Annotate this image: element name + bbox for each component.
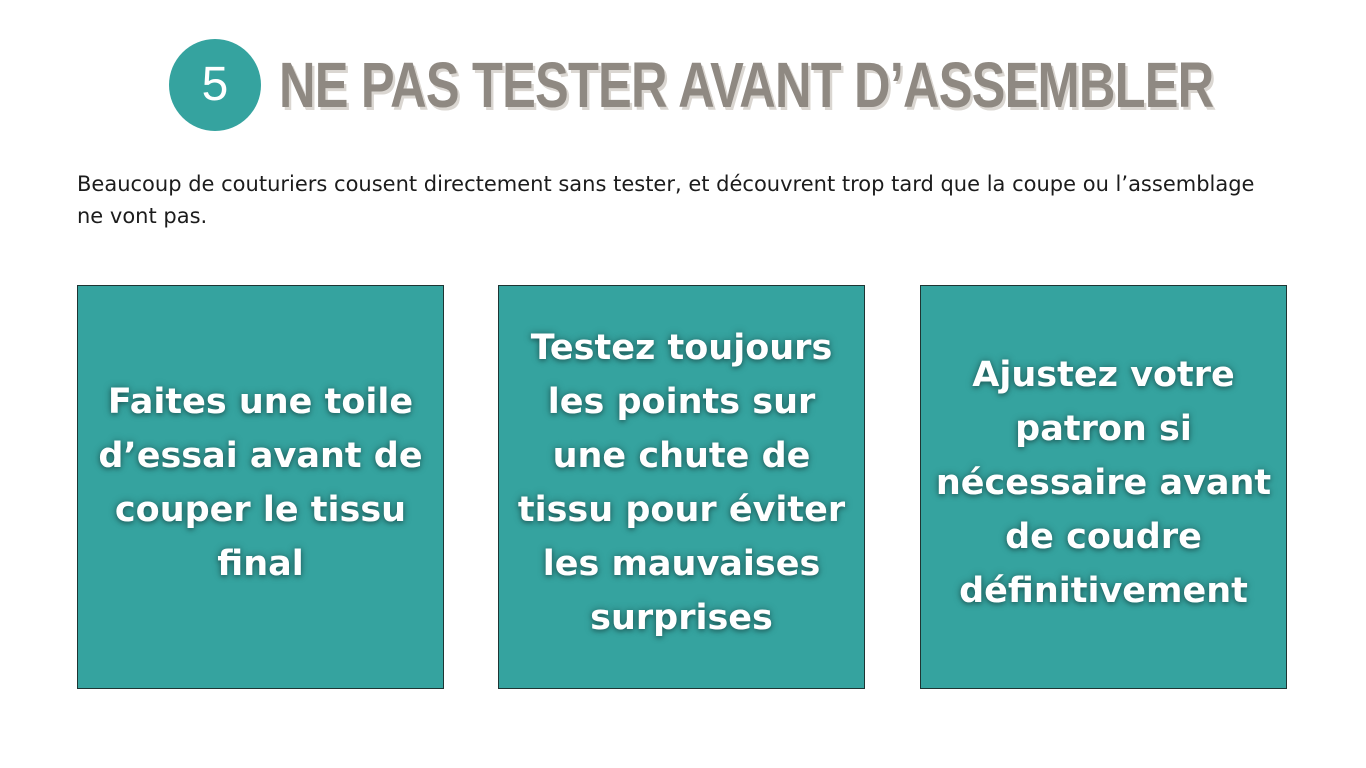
tip-card-text: Testez toujours les points sur une chute de tissu pour éviter les mauvaises surprises <box>517 328 846 638</box>
tip-card <box>77 285 444 689</box>
tip-card-text: Faites une toile d’essai avant de couper le tissu final <box>98 382 423 584</box>
tip-card-text: Ajustez votre patron si nécessaire avant de coudre définitivement <box>935 355 1272 611</box>
tip-card <box>498 285 865 689</box>
slide-title: NE PAS TESTER AVANT D’ASSEMBLER <box>279 49 1214 121</box>
step-number-badge <box>169 39 261 131</box>
step-number: 5 <box>201 58 229 111</box>
intro-text: Beaucoup de couturiers cousent directement sans tester, et découvrent trop tard que la coupe ou l’assemblage ne vont pas. <box>77 172 1255 228</box>
tip-card <box>920 285 1287 689</box>
